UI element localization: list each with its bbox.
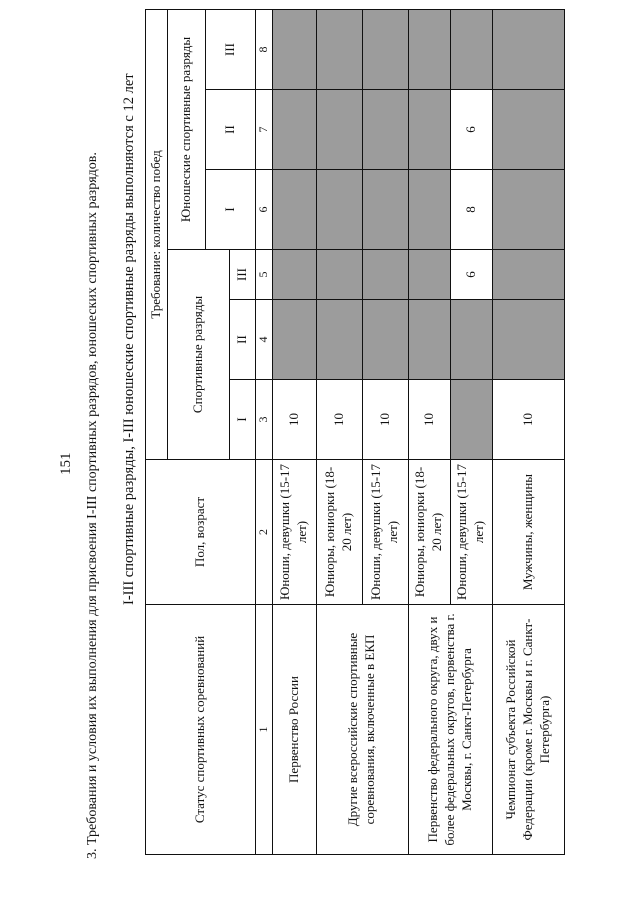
- header-youth-ranks: Юношеские спортивные разряды: [168, 9, 206, 249]
- status-cell: Первенство федерального округа, двух и более федеральных округов, первенства г. Москвы, г. Санкт-Петербурга: [408, 605, 492, 855]
- sport-rank-i-cell: 10: [492, 380, 564, 460]
- shaded-cell: [316, 90, 362, 170]
- youth-rank-ii-cell: 6: [450, 90, 492, 170]
- table-row: [272, 9, 316, 854]
- section-heading: 3. Требования и условия их выполнения для присвоения I-III спортивных разрядов, юношеских спортивных разрядов.: [85, 152, 100, 859]
- shaded-cell: [492, 9, 564, 89]
- sport-rank-i-cell: 10: [362, 380, 408, 460]
- status-cell: Другие всероссийские спортивные соревнования, включенные в ЕКП: [316, 605, 408, 855]
- gender-age-cell: Юноши, девушки (15-17 лет): [272, 460, 316, 605]
- header-youth-rank-iii: III: [206, 9, 256, 89]
- table-subtitle: I-III спортивные разряды, I-III юношеские спортивные разряды выполняются с 12 лет: [121, 73, 137, 605]
- table-row: [316, 9, 362, 854]
- header-youth-rank-ii: II: [206, 90, 256, 170]
- shaded-cell: [272, 250, 316, 300]
- col-number-4: 4: [256, 300, 273, 380]
- header-gender-age: Пол, возраст: [146, 460, 256, 605]
- shaded-cell: [316, 170, 362, 250]
- shaded-cell: [362, 300, 408, 380]
- header-sport-ranks: Спортивные разряды: [168, 250, 230, 460]
- shaded-cell: [272, 300, 316, 380]
- sport-rank-i-cell: 10: [272, 380, 316, 460]
- col-number-6: 6: [256, 170, 273, 250]
- status-cell: Чемпионат субъекта Российской Федерации (кроме г. Москвы и г. Санкт-Петербурга): [492, 605, 564, 855]
- shaded-cell: [362, 90, 408, 170]
- shaded-cell: [408, 90, 450, 170]
- youth-rank-i-cell: 8: [450, 170, 492, 250]
- shaded-cell: [408, 9, 450, 89]
- shaded-cell: [316, 250, 362, 300]
- sport-rank-i-cell: 10: [316, 380, 362, 460]
- header-sport-rank-iii: III: [230, 250, 256, 300]
- shaded-cell: [408, 250, 450, 300]
- gender-age-cell: Юноши, девушки (15-17 лет): [362, 460, 408, 605]
- col-number-1: 1: [256, 605, 273, 855]
- shaded-cell: [272, 9, 316, 89]
- shaded-cell: [272, 90, 316, 170]
- header-status: Статус спортивных соревнований: [146, 605, 256, 855]
- shaded-cell: [408, 300, 450, 380]
- table-row: [408, 9, 450, 854]
- shaded-cell: [492, 300, 564, 380]
- shaded-cell: [492, 170, 564, 250]
- col-number-8: 8: [256, 9, 273, 89]
- sport-rank-iii-cell: 6: [450, 250, 492, 300]
- shaded-cell: [316, 9, 362, 89]
- header-youth-rank-i: I: [206, 170, 256, 250]
- header-requirement: Требование: количество побед: [146, 9, 168, 459]
- shaded-cell: [492, 90, 564, 170]
- sport-rank-i-cell: 10: [408, 380, 450, 460]
- gender-age-cell: Мужчины, женщины: [492, 460, 564, 605]
- header-sport-rank-i: I: [230, 380, 256, 460]
- table-row: [492, 9, 564, 854]
- shaded-cell: [362, 250, 408, 300]
- header-sport-rank-ii: II: [230, 300, 256, 380]
- gender-age-cell: Юноши, девушки (15-17 лет): [450, 460, 492, 605]
- col-number-7: 7: [256, 90, 273, 170]
- shaded-cell: [316, 300, 362, 380]
- shaded-cell: [492, 250, 564, 300]
- shaded-cell: [450, 300, 492, 380]
- shaded-cell: [362, 9, 408, 89]
- col-number-3: 3: [256, 380, 273, 460]
- shaded-cell: [450, 9, 492, 89]
- requirements-table: [145, 9, 565, 855]
- gender-age-cell: Юниоры, юниорки (18-20 лет): [408, 460, 450, 605]
- shaded-cell: [450, 380, 492, 460]
- gender-age-cell: Юниоры, юниорки (18-20 лет): [316, 460, 362, 605]
- status-cell: Первенство России: [272, 605, 316, 855]
- shaded-cell: [408, 170, 450, 250]
- col-number-5: 5: [256, 250, 273, 300]
- shaded-cell: [362, 170, 408, 250]
- page-number: 151: [58, 452, 74, 475]
- col-number-2: 2: [256, 460, 273, 605]
- shaded-cell: [272, 170, 316, 250]
